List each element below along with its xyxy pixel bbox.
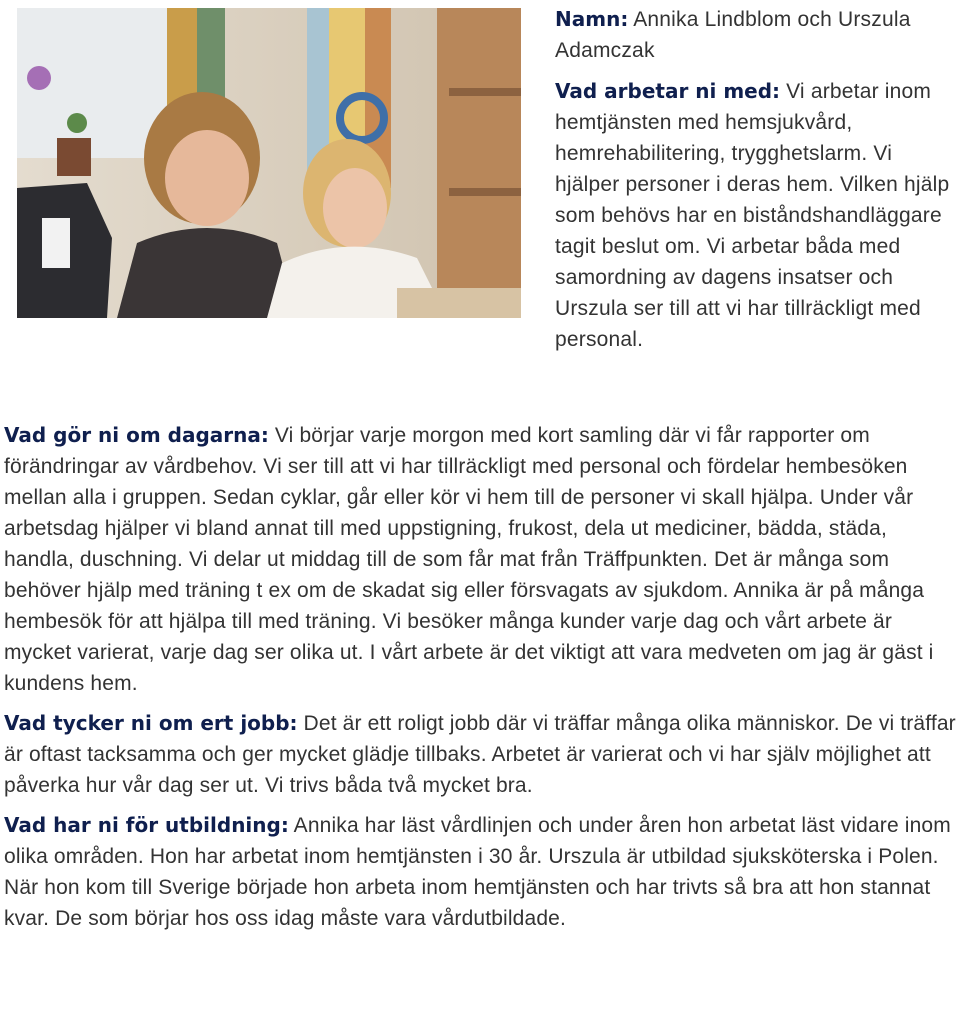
opinion-label: Vad tycker ni om ert jobb: [4,711,298,735]
name-label: Namn: [555,7,629,31]
article-body [4,420,956,943]
work-text: Vi arbetar inom hemtjänsten med hemsjukvård, hemrehabilitering, trygghetslarm. Vi hjälper personer i deras hem. Vilken hjälp som behövs har en biståndshandläggare tagit beslut om. Vi arbetar båda med samordning av dagens insatser och Urszula ser till att vi har tillräckligt med personal. [555,80,950,351]
education-text: Annika har läst vårdlinjen och under åren hon arbetat läst vidare inom olika områden. Hon har arbetat inom hemtjänsten i 30 år. Urszula är utbildad sjuksköterska i Polen. När hon kom till Sverige började hon arbeta inom hemtjänsten och har trivts så bra att hon stannat kvar. De som börjar hos oss idag måste vara vårdutbildade. [4,814,951,930]
daily-label: Vad gör ni om dagarna: [4,423,269,447]
education-paragraph [4,810,956,934]
opinion-paragraph [4,708,956,801]
photo-illustration [17,8,521,318]
daily-text: Vi börjar varje morgon med kort samling där vi får rapporter om förändringar av vårdbehov. Vi ser till att vi har tillräckligt med personal och fördelar hembesöken mellan alla i gruppen. Sedan cyklar, går eller kör vi hem till de personer vi skall hjälpa. Under vår arbetsdag hjälper vi bland annat till med uppstigning, frukost, dela ut mediciner, bädda, städa, handla, duschning. Vi delar ut middag till de som får mat från Träffpunkten. Det är många som behöver hjälp med träning t ex om de skadat sig eller försvagats av sjukdom. Annika är på många hembesök för att hjälpa till med träning. Vi besöker många kunder varje dag och vårt arbete är mycket varierat, varje dag ser olika ut. I vårt arbete är det viktigt att vara medveten om jag är gäst i kundens hem. [4,424,934,695]
intro-block [555,4,955,365]
name-text: Annika Lindblom och Urszula Adamczak [555,8,911,62]
name-paragraph [555,4,955,66]
daily-paragraph [4,420,956,699]
staff-photo [17,8,521,318]
opinion-text: Det är ett roligt jobb där vi träffar många olika människor. De vi träffar är oftast tacksamma och ger mycket glädje tillbaks. Arbetet är varierat och vi har själv möjlighet att påverka hur vår dag ser ut. Vi trivs båda två mycket bra. [4,712,956,797]
work-label: Vad arbetar ni med: [555,79,781,103]
work-paragraph [555,76,955,355]
education-label: Vad har ni för utbildning: [4,813,289,837]
